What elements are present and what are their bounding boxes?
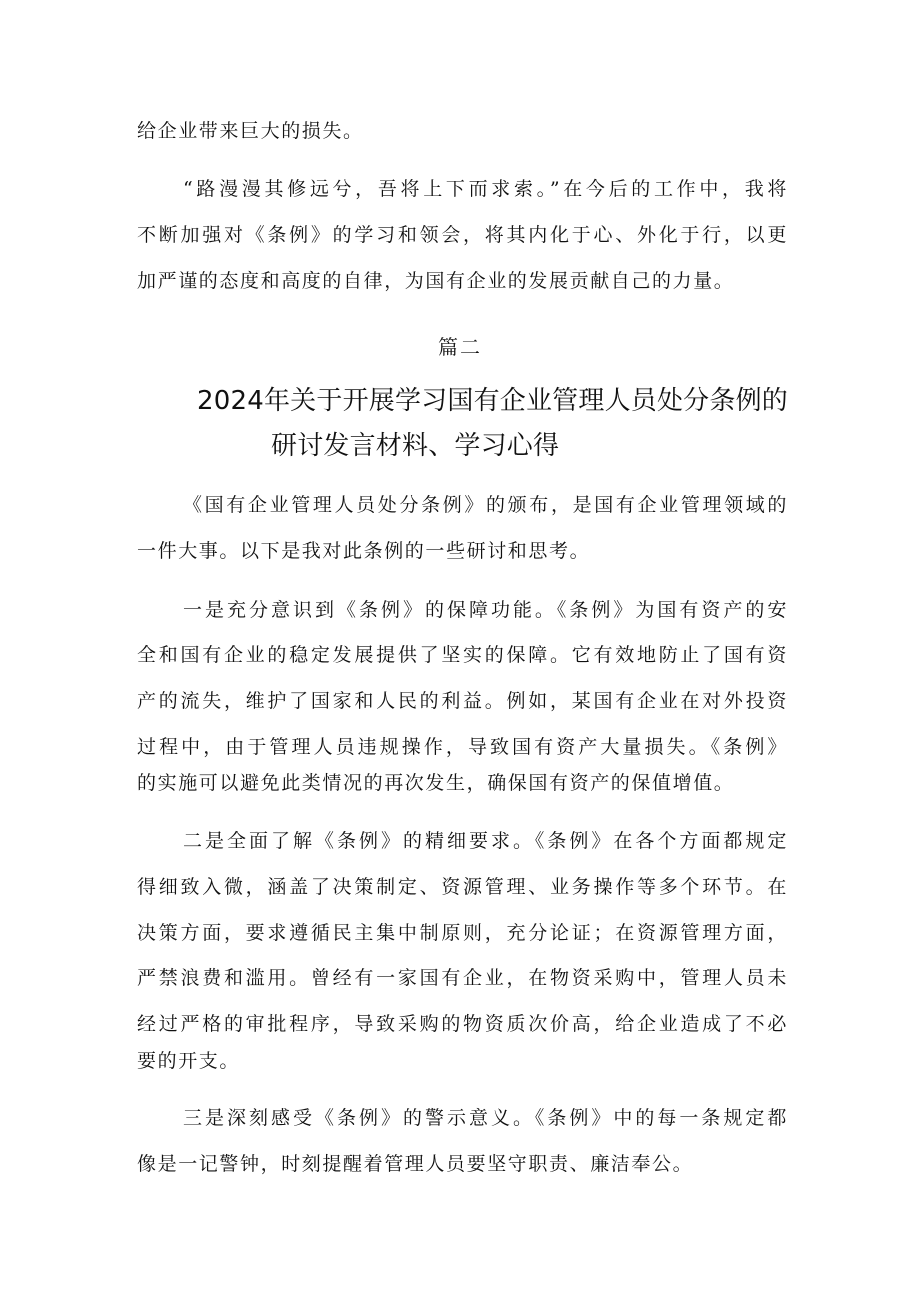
paragraph-line: 的实施可以避免此类情况的再次发生，确保国有资产的保值增值。 — [137, 772, 735, 794]
paragraph-line: 过程中，由于管理人员违规操作，导致国有资产大量损失。《条例》 — [137, 736, 788, 758]
section-label: 篇二 — [438, 335, 482, 359]
paragraph-line: 产的流失，维护了国家和人民的利益。例如，某国有企业在对外投资 — [137, 690, 788, 712]
paragraph-line: “路漫漫其修远兮，吾将上下而求索。”在今后的工作中，我将 — [183, 178, 788, 200]
document-title-line: 研讨发言材料、学习心得 — [271, 431, 560, 461]
paragraph-line: 像是一记警钟，时刻提醒着管理人员要坚守职责、廉洁奉公。 — [137, 1153, 694, 1175]
document-title-line: 2024年关于开展学习国有企业管理人员处分条例的 — [197, 386, 788, 416]
paragraph-line: 给企业带来巨大的损失。 — [137, 120, 364, 142]
paragraph-line: 《国有企业管理人员处分条例》的颁布，是国有企业管理领域的 — [183, 494, 788, 516]
paragraph-line: 全和国有企业的稳定发展提供了坚实的保障。它有效地防止了国有资 — [137, 644, 788, 666]
paragraph-line: 严禁浪费和滥用。曾经有一家国有企业，在物资采购中，管理人员未 — [137, 967, 788, 989]
paragraph-line: 决策方面，要求遵循民主集中制原则，充分论证；在资源管理方面， — [137, 922, 788, 944]
paragraph-line: 三是深刻感受《条例》的警示意义。《条例》中的每一条规定都 — [183, 1107, 788, 1129]
paragraph-line: 要的开支。 — [137, 1050, 241, 1072]
paragraph-line: 不断加强对《条例》的学习和领会，将其内化于心、外化于行，以更 — [137, 224, 788, 246]
paragraph-line: 一是充分意识到《条例》的保障功能。《条例》为国有资产的安 — [183, 599, 788, 621]
paragraph-line: 加严谨的态度和高度的自律，为国有企业的发展贡献自己的力量。 — [137, 270, 735, 292]
paragraph-line: 经过严格的审批程序，导致采购的物资质次价高，给企业造成了不必 — [137, 1013, 788, 1035]
paragraph-line: 一件大事。以下是我对此条例的一些研讨和思考。 — [137, 540, 591, 562]
paragraph-line: 二是全面了解《条例》的精细要求。《条例》在各个方面都规定 — [183, 830, 788, 852]
paragraph-line: 得细致入微，涵盖了决策制定、资源管理、业务操作等多个环节。在 — [137, 876, 788, 898]
